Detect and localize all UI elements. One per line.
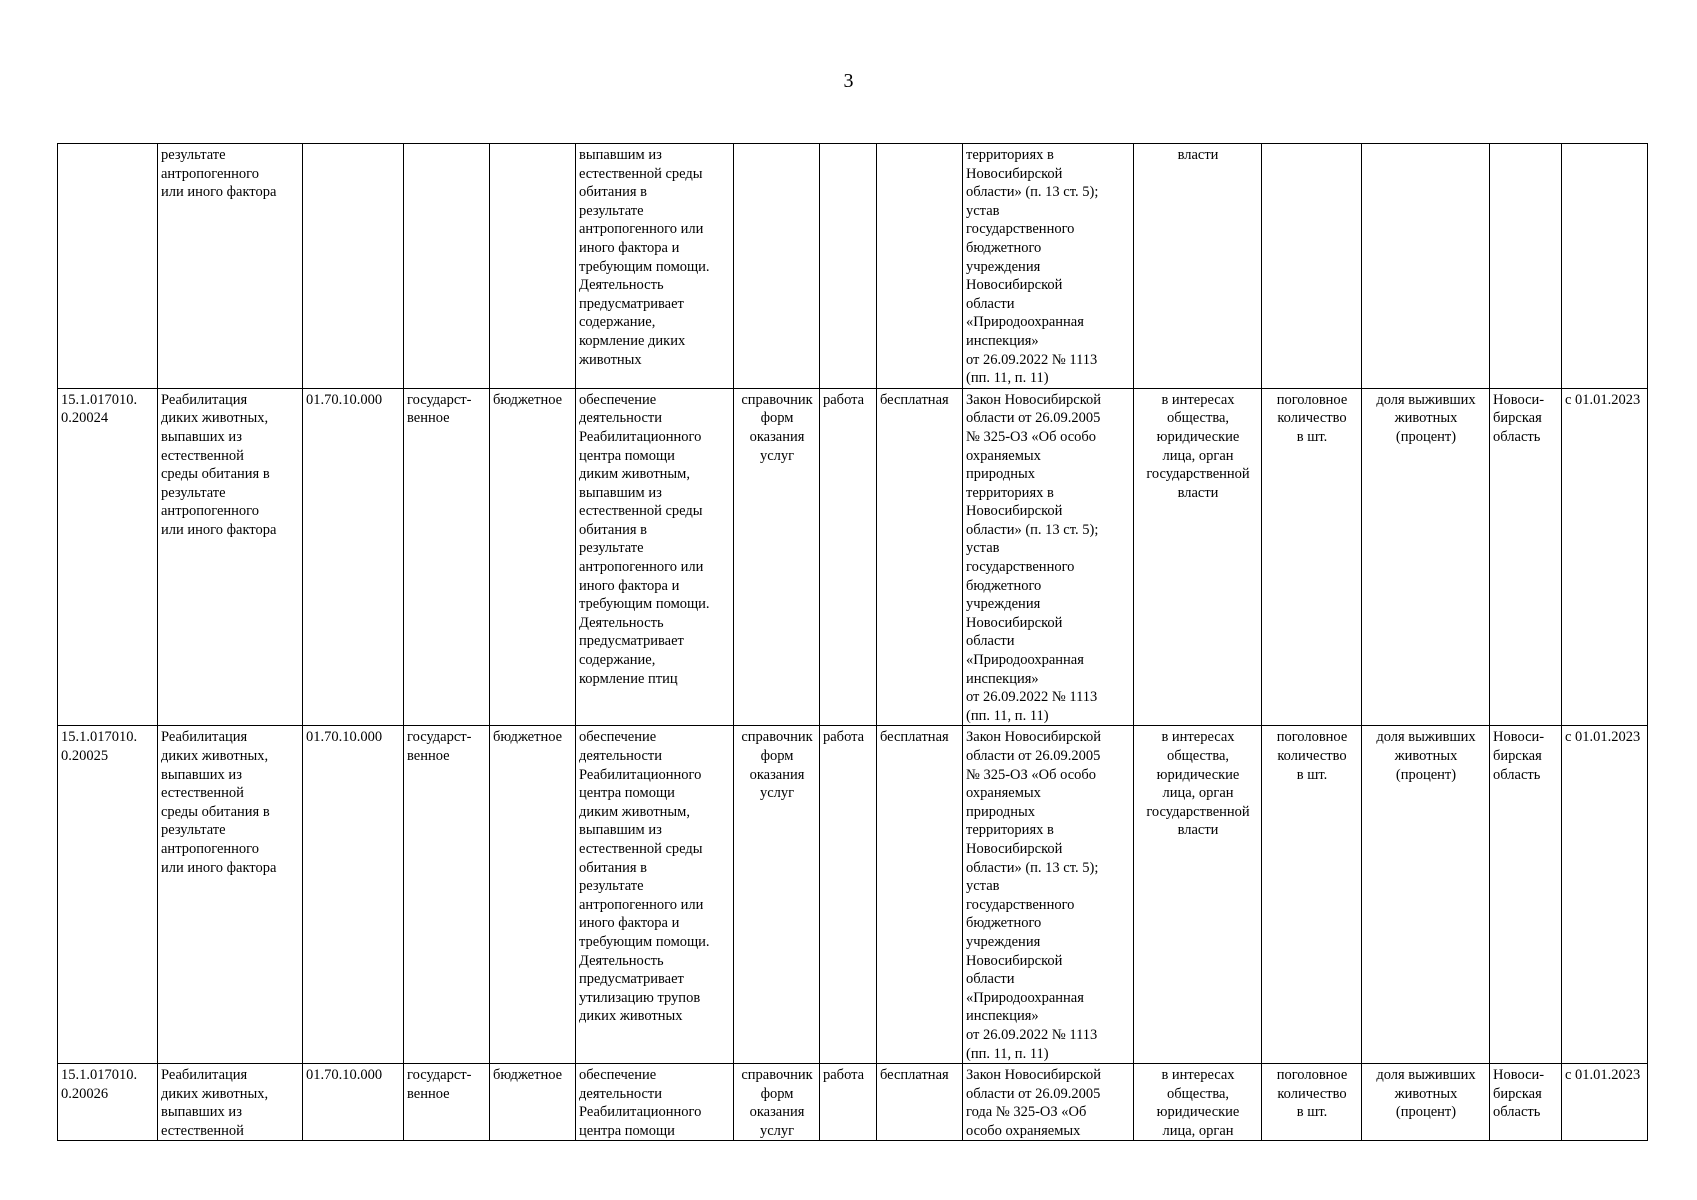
content-cell: обеспечение деятельности Реабилитационного центра помощи диким животным, выпавшим из естественной среды обитания в результате антропогенного или иного фактора и требующим помощи. Деятельность предусматривает содержание, кормление птиц (576, 388, 734, 726)
okved-code-cell: 01.70.10.000 (303, 388, 404, 726)
service-name-cell: результате антропогенного или иного фактора (158, 144, 303, 389)
kind-cell: работа (820, 1064, 877, 1141)
okved-code-cell: 01.70.10.000 (303, 1064, 404, 1141)
quality-indicator-cell: доля выживших животных (процент) (1362, 726, 1490, 1064)
service-name-cell: Реабилитация диких животных, выпавших из естественной (158, 1064, 303, 1141)
financing-cell: бюджетное (490, 726, 576, 1064)
payment-cell: бесплатная (877, 1064, 963, 1141)
content-cell: выпавшим из естественной среды обитания в результате антропогенного или иного фактора и требующим помощи. Деятельность предусматривает содержание, кормление диких животных (576, 144, 734, 389)
kind-cell: работа (820, 388, 877, 726)
table-row (58, 388, 1648, 726)
financing-cell: бюджетное (490, 1064, 576, 1141)
service-code-cell: 15.1.017010. 0.20025 (58, 726, 158, 1064)
region-cell (1490, 144, 1562, 389)
quality-indicator-cell: доля выживших животных (процент) (1362, 388, 1490, 726)
kind-cell (820, 144, 877, 389)
volume-indicator-cell: поголовное количество в шт. (1262, 1064, 1362, 1141)
consumers-cell: в интересах общества, юридические лица, орган государственной власти (1134, 388, 1262, 726)
delivery-form-cell: справочник форм оказания услуг (734, 1064, 820, 1141)
delivery-form-cell: справочник форм оказания услуг (734, 726, 820, 1064)
payment-cell: бесплатная (877, 388, 963, 726)
service-type-cell: государст- венное (404, 388, 490, 726)
region-cell: Новоси- бирская область (1490, 726, 1562, 1064)
table-row (58, 726, 1648, 1064)
consumers-cell: в интересах общества, юридические лица, орган государственной власти (1134, 726, 1262, 1064)
delivery-form-cell (734, 144, 820, 389)
quality-indicator-cell (1362, 144, 1490, 389)
page-number: 3 (843, 70, 854, 92)
service-name-cell: Реабилитация диких животных, выпавших из естественной среды обитания в результате антропогенного или иного фактора (158, 388, 303, 726)
payment-cell: бесплатная (877, 726, 963, 1064)
delivery-form-cell: справочник форм оказания услуг (734, 388, 820, 726)
consumers-cell: власти (1134, 144, 1262, 389)
quality-indicator-cell: доля выживших животных (процент) (1362, 1064, 1490, 1141)
effective-date-cell: с 01.01.2023 (1562, 1064, 1648, 1141)
okved-code-cell (303, 144, 404, 389)
service-code-cell (58, 144, 158, 389)
service-name-cell: Реабилитация диких животных, выпавших из естественной среды обитания в результате антропогенного или иного фактора (158, 726, 303, 1064)
region-cell: Новоси- бирская область (1490, 388, 1562, 726)
content-cell: обеспечение деятельности Реабилитационного центра помощи диким животным, выпавшим из естественной среды обитания в результате антропогенного или иного фактора и требующим помощи. Деятельность предусматривает утилизацию трупов диких животных (576, 726, 734, 1064)
financing-cell (490, 144, 576, 389)
consumers-cell: в интересах общества, юридические лица, орган (1134, 1064, 1262, 1141)
effective-date-cell: с 01.01.2023 (1562, 388, 1648, 726)
table-row (58, 144, 1648, 389)
region-cell: Новоси- бирская область (1490, 1064, 1562, 1141)
table-row (58, 1064, 1648, 1141)
legal-basis-cell: Закон Новосибирской области от 26.09.2005 № 325-ОЗ «Об особо охраняемых природных территориях в Новосибирской области» (п. 13 ст. 5); устав государственного бюджетного учреждения Новосибирской области «Природоохранная инспекция» от 26.09.2022 № 1113 (пп. 11, п. 11) (963, 388, 1134, 726)
service-type-cell: государст- венное (404, 726, 490, 1064)
service-type-cell (404, 144, 490, 389)
legal-basis-cell: Закон Новосибирской области от 26.09.2005 года № 325-ОЗ «Об особо охраняемых (963, 1064, 1134, 1141)
service-code-cell: 15.1.017010. 0.20024 (58, 388, 158, 726)
service-code-cell: 15.1.017010. 0.20026 (58, 1064, 158, 1141)
effective-date-cell (1562, 144, 1648, 389)
legal-basis-cell: территориях в Новосибирской области» (п. 13 ст. 5); устав государственного бюджетного учреждения Новосибирской области «Природоохранная инспекция» от 26.09.2022 № 1113 (пп. 11, п. 11) (963, 144, 1134, 389)
volume-indicator-cell (1262, 144, 1362, 389)
registry-table (57, 143, 1648, 1141)
volume-indicator-cell: поголовное количество в шт. (1262, 726, 1362, 1064)
volume-indicator-cell: поголовное количество в шт. (1262, 388, 1362, 726)
payment-cell (877, 144, 963, 389)
kind-cell: работа (820, 726, 877, 1064)
financing-cell: бюджетное (490, 388, 576, 726)
okved-code-cell: 01.70.10.000 (303, 726, 404, 1064)
content-cell: обеспечение деятельности Реабилитационного центра помощи (576, 1064, 734, 1141)
legal-basis-cell: Закон Новосибирской области от 26.09.2005 № 325-ОЗ «Об особо охраняемых природных территориях в Новосибирской области» (п. 13 ст. 5); устав государственного бюджетного учреждения Новосибирской области «Природоохранная инспекция» от 26.09.2022 № 1113 (пп. 11, п. 11) (963, 726, 1134, 1064)
effective-date-cell: с 01.01.2023 (1562, 726, 1648, 1064)
service-type-cell: государст- венное (404, 1064, 490, 1141)
